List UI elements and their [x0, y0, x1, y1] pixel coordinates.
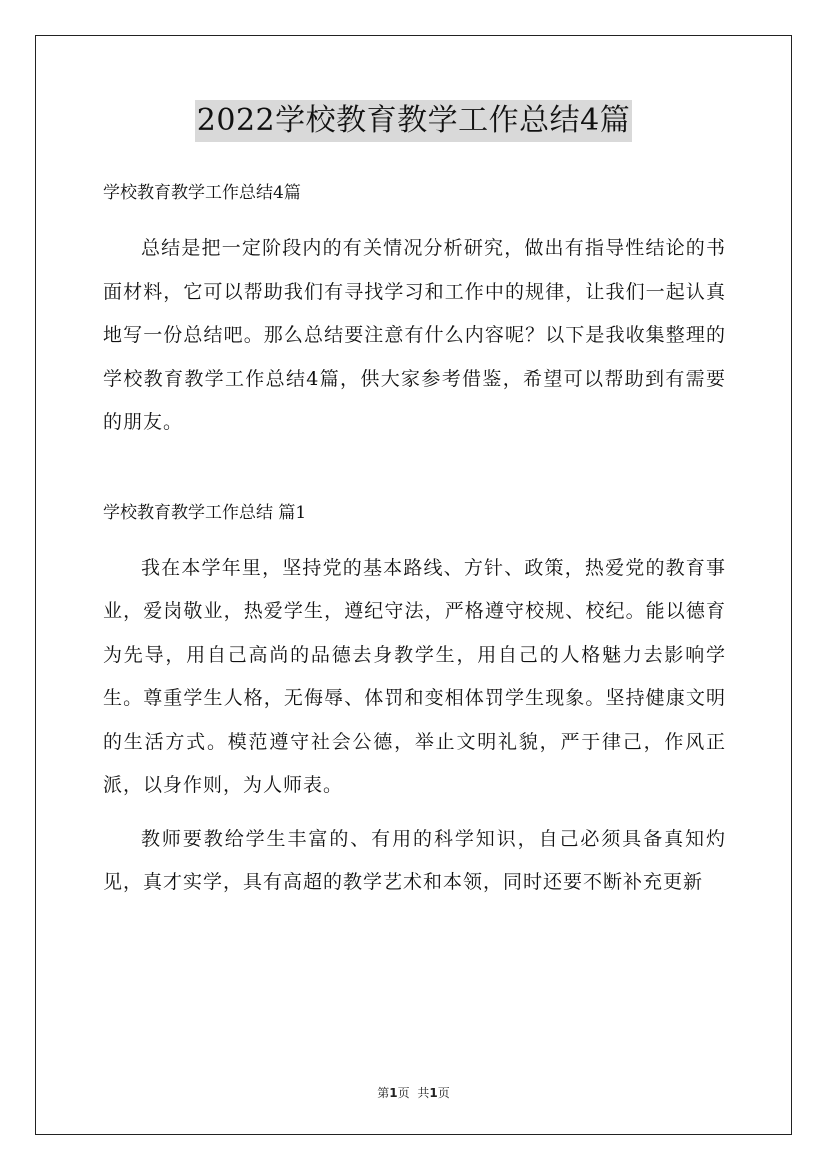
- section1-heading: 学校教育教学工作总结 篇1: [103, 502, 307, 523]
- total-prefix: 共: [417, 1086, 430, 1100]
- section1-paragraph1: 我在本学年里，坚持党的基本路线、方针、政策，热爱党的教育事业，爱岗敬业，热爱学生，遵纪守法，严格遵守校规、校纪。能以德育为先导，用自己高尚的品德去身教学生，用自己的人格魅力去影响学生。尊重学生人格，无侮辱、体罚和变相体罚学生现象。坚持健康文明的生活方式。模范遵守社会公德，举止文明礼貌，严于律己，作风正派，以身作则，为人师表。: [103, 556, 726, 796]
- spacer: [103, 808, 726, 818]
- total-suffix: 页: [437, 1086, 450, 1100]
- page-footer: [0, 1085, 827, 1101]
- total-pages: 1: [429, 1086, 438, 1100]
- section1-paragraph2: 教师要教给学生丰富的、有用的科学知识，自己必须具备真知灼见，真才实学，具有高超的教学艺术和本领，同时还要不断补充更新: [103, 827, 726, 893]
- page-number: 1: [389, 1086, 398, 1100]
- document-title-container: [0, 100, 827, 142]
- spacer: [103, 445, 726, 495]
- spacer: [103, 531, 726, 547]
- intro-heading: 学校教育教学工作总结4篇: [103, 183, 301, 203]
- spacer: [103, 211, 726, 227]
- page-prefix: 第: [377, 1086, 390, 1100]
- intro-paragraph: 总结是把一定阶段内的有关情况分析研究，做出有指导性结论的书面材料，它可以帮助我们有寻找学习和工作中的规律，让我们一起认真地写一份总结吧。那么总结要注意有什么内容呢？以下是我收集整理的学校教育教学工作总结4篇，供大家参考借鉴，希望可以帮助到有需要的朋友。: [103, 237, 726, 433]
- document-body: [103, 175, 726, 905]
- document-title: 2022学校教育教学工作总结4篇: [195, 100, 632, 142]
- page-suffix: 页: [397, 1086, 410, 1100]
